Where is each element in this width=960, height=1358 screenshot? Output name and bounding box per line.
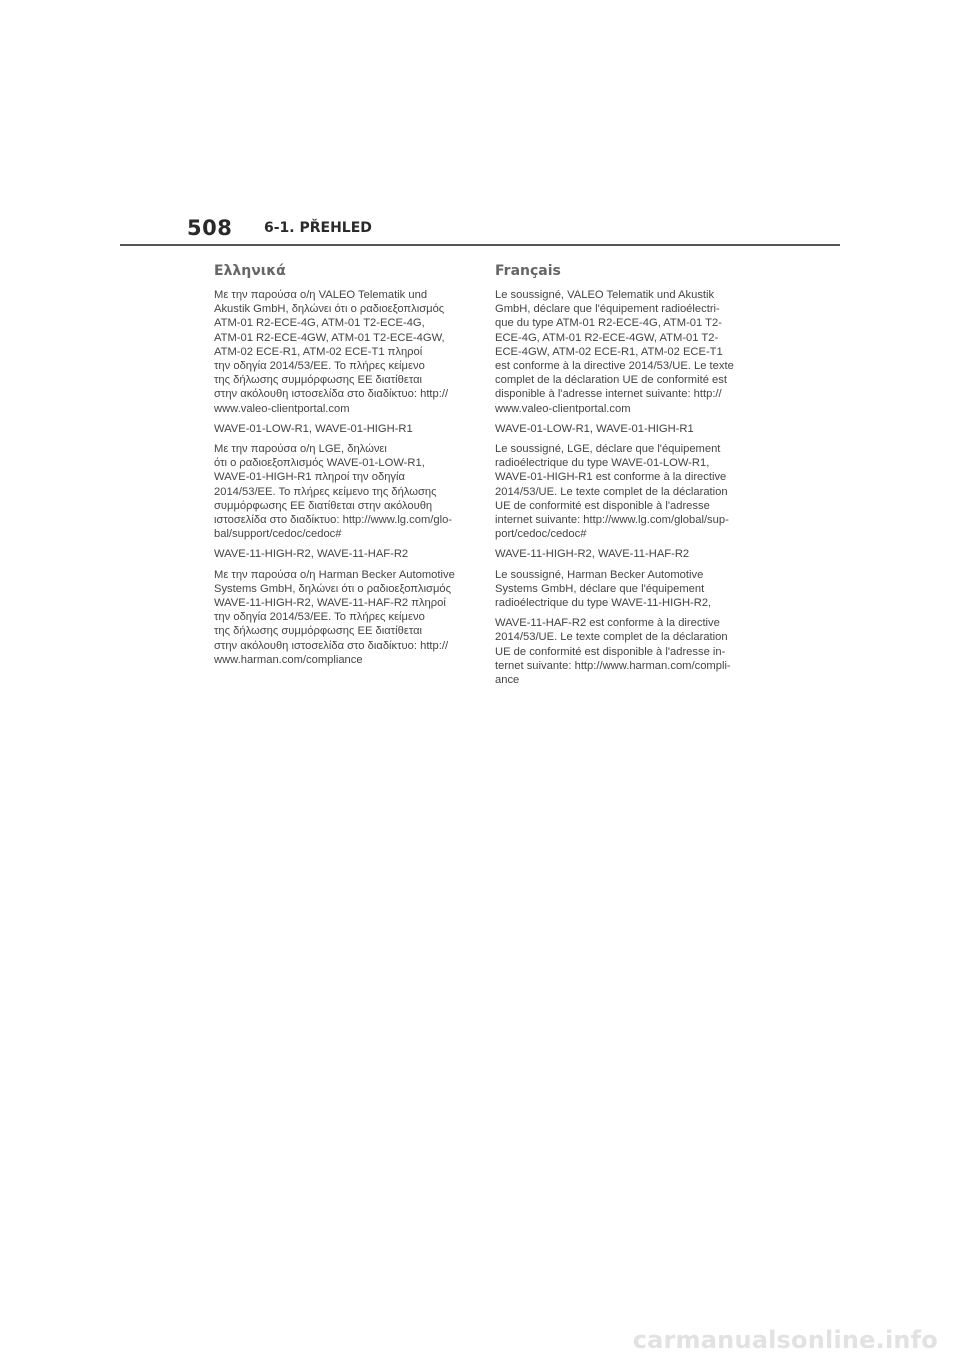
- french-valeo-declaration: Le soussigné, VALEO Telematik und Akustik GmbH, déclare que l'équipement radioélectri- que du type ATM-01 R2-ECE-4G, ATM-01 T2- ECE-4G, ATM-01 R2-ECE-4GW, ATM-01 T2- ECE-4GW, ATM-02 ECE-R1, ATM-02 ECE-T1 est conforme à la directive 2014/53/UE. Le texte complet de la déclaration UE de conformité est disponible à l'adresse internet suivante: http:// www.valeo-clientportal.com: [495, 289, 734, 415]
- french-column: [495, 262, 745, 693]
- greek-column: [214, 262, 464, 673]
- page-number: 508: [187, 216, 233, 240]
- greek-heading: Ελληνικά: [214, 263, 286, 279]
- french-lge-declaration: Le soussigné, LGE, déclare que l'équipement radioélectrique du type WAVE-01-LOW-R1, WAVE-01-HIGH-R1 est conforme à la directive 2014/53/UE. Le texte complet de la déclaration UE de conformité est disponible à l'adresse internet suivante: http://www.lg.com/global/sup- port/cedoc/cedoc#: [495, 443, 729, 541]
- french-wave01-models: WAVE-01-LOW-R1, WAVE-01-HIGH-R1: [495, 422, 694, 435]
- site-watermark: carmanualsonline.info: [632, 1326, 938, 1354]
- section-title: 6-1. PŘEHLED: [264, 220, 372, 236]
- greek-harman-declaration: Με την παρούσα ο/η Harman Becker Automotive Systems GmbH, δηλώνει ότι ο ραδιοεξοπλισμός WAVE-11-HIGH-R2, WAVE-11-HAF-R2 πληροί την οδηγία 2014/53/ΕΕ. Το πλήρες κείμενο της δήλωσης συμμόρφωσης ΕΕ διατίθεται στην ακόλουθη ιστοσελίδα στο διαδίκτυο: http:// www.harman.com/compliance: [214, 568, 455, 666]
- greek-wave01-models: WAVE-01-LOW-R1, WAVE-01-HIGH-R1: [214, 422, 413, 435]
- page-header: [0, 212, 960, 252]
- french-harman-declaration-part1: Le soussigné, Harman Becker Automotive Systems GmbH, déclare que l'équipement radioélectrique du type WAVE-11-HIGH-R2,: [495, 568, 712, 610]
- header-divider: [120, 244, 840, 246]
- greek-wave11-models: WAVE-11-HIGH-R2, WAVE-11-HAF-R2: [214, 548, 409, 561]
- greek-valeo-declaration: Με την παρούσα ο/η VALEO Telematik und Akustik GmbH, δηλώνει ότι ο ραδιοεξοπλισμός ATM-01 R2-ECE-4G, ATM-01 T2-ECE-4G, ATM-01 R2-ECE-4GW, ATM-01 T2-ECE-4GW, ATM-02 ECE-R1, ATM-02 ECE-T1 πληροί την οδηγία 2014/53/ΕΕ. Το πλήρες κείμενο της δήλωσης συμμόρφωσης ΕΕ διατίθεται στην ακόλουθη ιστοσελίδα στο διαδίκτυο: http:// www.valeo-clientportal.com: [214, 289, 449, 415]
- greek-lge-declaration: Με την παρούσα ο/η LGE, δηλώνει ότι ο ραδιοεξοπλισμός WAVE-01-LOW-R1, WAVE-01-HIGH-R1 πληροί την οδηγία 2014/53/ΕΕ. Το πλήρες κείμενο της δήλωσης συμμόρφωσης ΕΕ διατίθεται στην ακόλουθη ιστοσελίδα στο διαδίκτυο: http://www.lg.com/glo- bal/support/cedoc/cedoc#: [214, 443, 453, 541]
- french-heading: Français: [495, 263, 561, 279]
- french-harman-declaration-part2: WAVE-11-HAF-R2 est conforme à la directive 2014/53/UE. Le texte complet de la déclaration UE de conformité est disponible à l'adresse in- ternet suivante: http://www.harman.com/compli- ance: [495, 617, 731, 687]
- french-wave11-models: WAVE-11-HIGH-R2, WAVE-11-HAF-R2: [495, 548, 690, 561]
